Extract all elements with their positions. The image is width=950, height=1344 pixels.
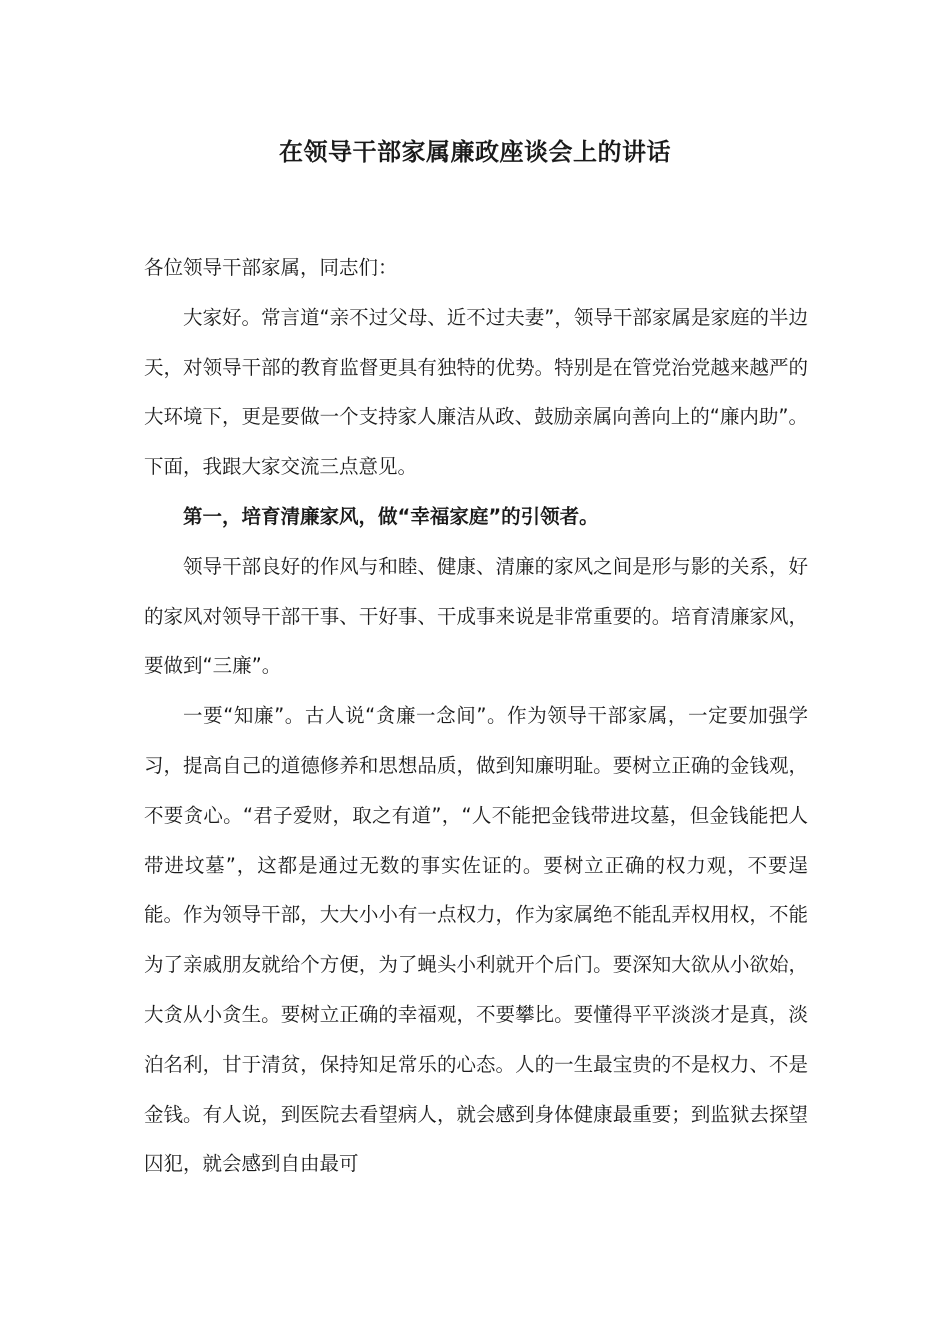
section-heading-1: 第一，培育清廉家风，做“幸福家庭”的引领者。 xyxy=(183,504,599,528)
paragraph-family-style: 领导干部良好的作风与和睦、健康、清廉的家风之间是形与影的关系，好的家风对领导干部干事、干好事、干成事来说是非常重要的。培育清廉家风，要做到“三廉”。 xyxy=(144,554,808,678)
document-body xyxy=(144,243,808,1189)
paragraph-know-integrity: 一要“知廉”。古人说“贪廉一念间”。作为领导干部家属，一定要加强学习，提高自己的道德修养和思想品质，做到知廉明耻。要树立正确的金钱观，不要贪心。“君子爱财，取之有道”，“人不能把金钱带进坟墓，但金钱能把人带进坟墓”，这都是通过无数的事实佐证的。要树立正确的权力观，不要逞能。作为领导干部，大大小小有一点权力，作为家属绝不能乱弄权用权，不能为了亲戚朋友就给个方便，为了蝇头小利就开个后门。要深知大欲从小欲始，大贪从小贪生。要树立正确的幸福观，不要攀比。要懂得平平淡淡才是真，淡泊名利，甘于清贫，保持知足常乐的心态。人的一生最宝贵的不是权力、不是金钱。有人说，到医院去看望病人，就会感到身体健康最重要；到监狱去探望囚犯，就会感到自由最可 xyxy=(144,704,808,1176)
document-title: 在领导干部家属廉政座谈会上的讲话 xyxy=(279,138,671,166)
salutation: 各位领导干部家属，同志们： xyxy=(144,256,398,279)
paragraph-intro: 大家好。常言道“亲不过父母、近不过夫妻”，领导干部家属是家庭的半边天，对领导干部的教育监督更具有独特的优势。特别是在管党治党越来越严的大环境下，更是要做一个支持家人廉洁从政、鼓励亲属向善向上的“廉内助”。下面，我跟大家交流三点意见。 xyxy=(144,305,808,479)
